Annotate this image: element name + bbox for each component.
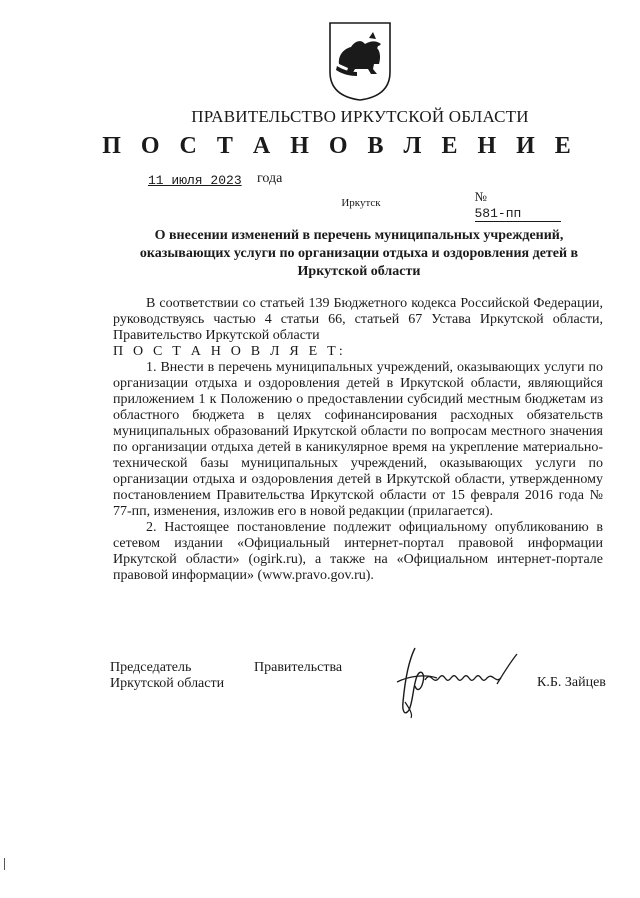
item-1-paragraph: 1. Внести в перечень муниципальных учреждений, оказывающих услуги по организации отдыха и оздоровления детей в Иркутской области, являющийся приложением 1 к Положению о предоставлении субсидий местным бюджетам из областного бюджета в целях софинансирования расходных обязательств муниципальных образований Иркутской области по вопросам местного значения по организации отдыха детей в каникулярное время на укрепление материально-технической базы муниципальных учреждений, оказывающих услуги по организации отдыха и оздоровления детей в Иркутской области, утвержденному постановлением Правительства Иркутской области от 15 февраля 2016 года № 77-пп, изменения, изложив его в новой редакции (прилагается). <box>113 360 603 519</box>
signatory-title <box>110 660 224 692</box>
item-2-paragraph: 2. Настоящее постановление подлежит официальному опубликованию в сетевом издании «Официальный интернет-портал правовой информации Иркутской области» (ogirk.ru), а также на «Официальном интернет-портале правовой информации» (www.pravo.gov.ru). <box>113 520 603 583</box>
government-title: ПРАВИТЕЛЬСТВО ИРКУТСКОЙ ОБЛАСТИ <box>191 107 529 126</box>
document-date: 11 июля 2023 <box>148 173 242 188</box>
date-suffix: года <box>257 171 283 186</box>
scan-mark <box>4 858 5 870</box>
number-prefix: № <box>474 189 487 204</box>
signatory-name: К.Б. Зайцев <box>537 675 606 690</box>
resolves-heading: П О С Т А Н О В Л Я Е Т: <box>113 344 346 359</box>
signatory-title-government: Правительства <box>254 660 343 675</box>
preamble-paragraph: В соответствии со статьей 139 Бюджетного кодекса Российской Федерации, руководствуясь частью 4 статьи 66, статьей 67 Устава Иркутской области, Правительство Иркутской области <box>113 296 603 343</box>
number-value: 581-пп <box>475 206 561 222</box>
signatory-title-line-1: Председатель <box>110 660 192 675</box>
document-type-title: П О С Т А Н О В Л Е Н И Е <box>102 133 578 159</box>
handwritten-signature <box>375 640 535 720</box>
city-label: Иркутск <box>341 197 381 209</box>
document-subject: О внесении изменений в перечень муниципальных учреждений, оказывающих услуги по организации отдыха и оздоровления детей в Иркутской области <box>139 228 579 279</box>
coat-of-arms-emblem <box>327 20 393 102</box>
signatory-title-line-2: Иркутской области <box>110 676 225 691</box>
document-body <box>113 296 603 584</box>
